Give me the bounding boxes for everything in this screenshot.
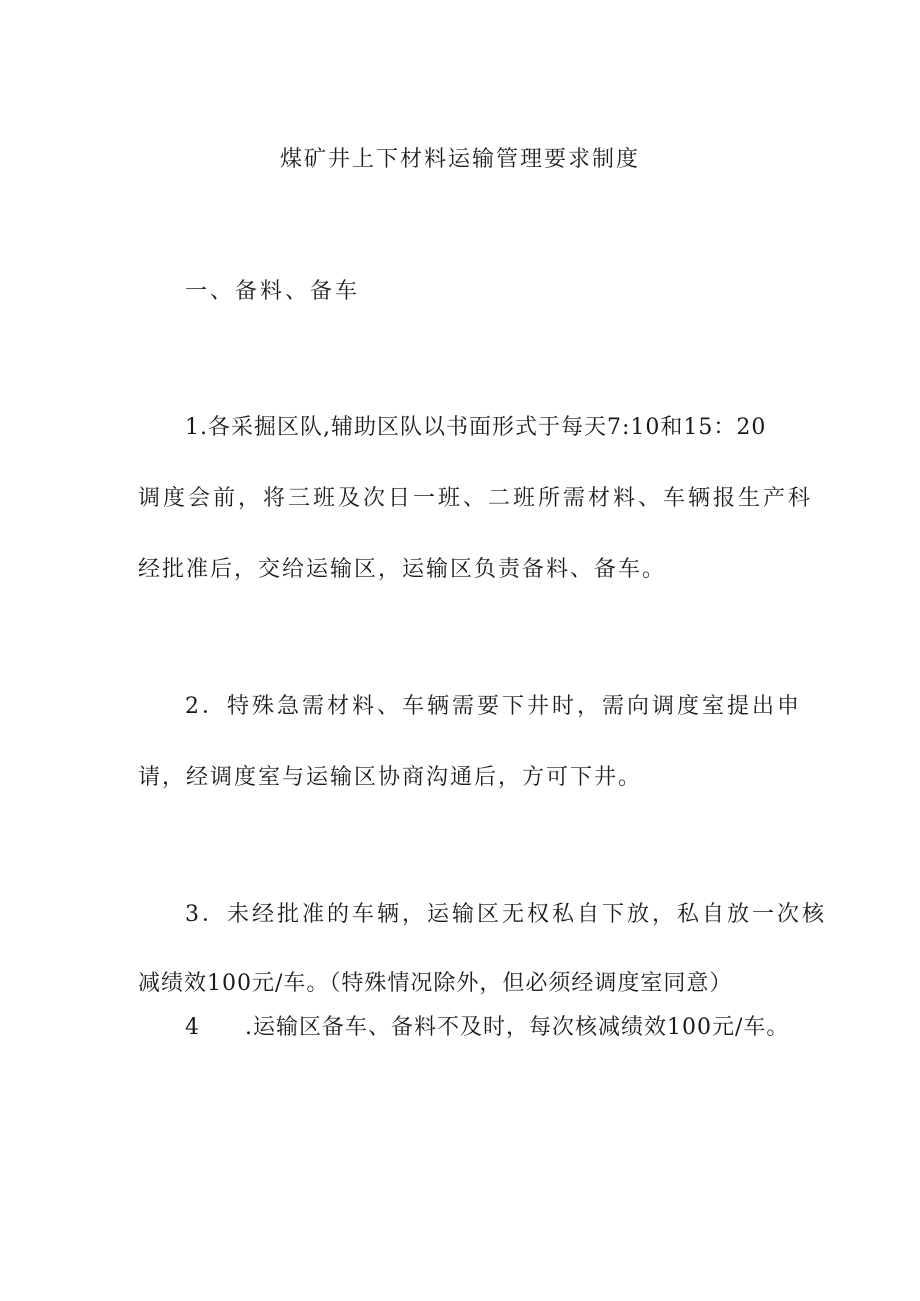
item-2-line-1: 2．特殊急需材料、车辆需要下井时，需向调度室提出申 — [185, 694, 802, 719]
item-2-line-2: 请，经调度室与运输区协商沟通后，方可下井。 — [138, 765, 643, 790]
document-title: 煤矿井上下材料运输管理要求制度 — [279, 147, 640, 172]
item-3-line-1: 3．未经批准的车辆，运输区无权私自下放，私自放一次核 — [185, 902, 827, 927]
item-4-number: 4 — [185, 1015, 200, 1040]
item-4-text: .运输区备车、备料不及时，每次核减绩效100元/车。 — [245, 1015, 790, 1040]
item-3-line-2: 减绩效100元/车。（特殊情况除外，但必须经调度室同意） — [138, 971, 733, 996]
item-1-line-1: 1.各采掘区队,辅助区队以书面形式于每天7:10和15：20 — [185, 415, 767, 440]
item-1-line-2: 调度会前，将三班及次日一班、二班所需材料、车辆报生产科 — [138, 486, 814, 511]
item-1-line-3: 经批准后，交给运输区，运输区负责备料、备车。 — [138, 557, 667, 582]
section-heading: 一、备料、备车 — [185, 279, 361, 304]
